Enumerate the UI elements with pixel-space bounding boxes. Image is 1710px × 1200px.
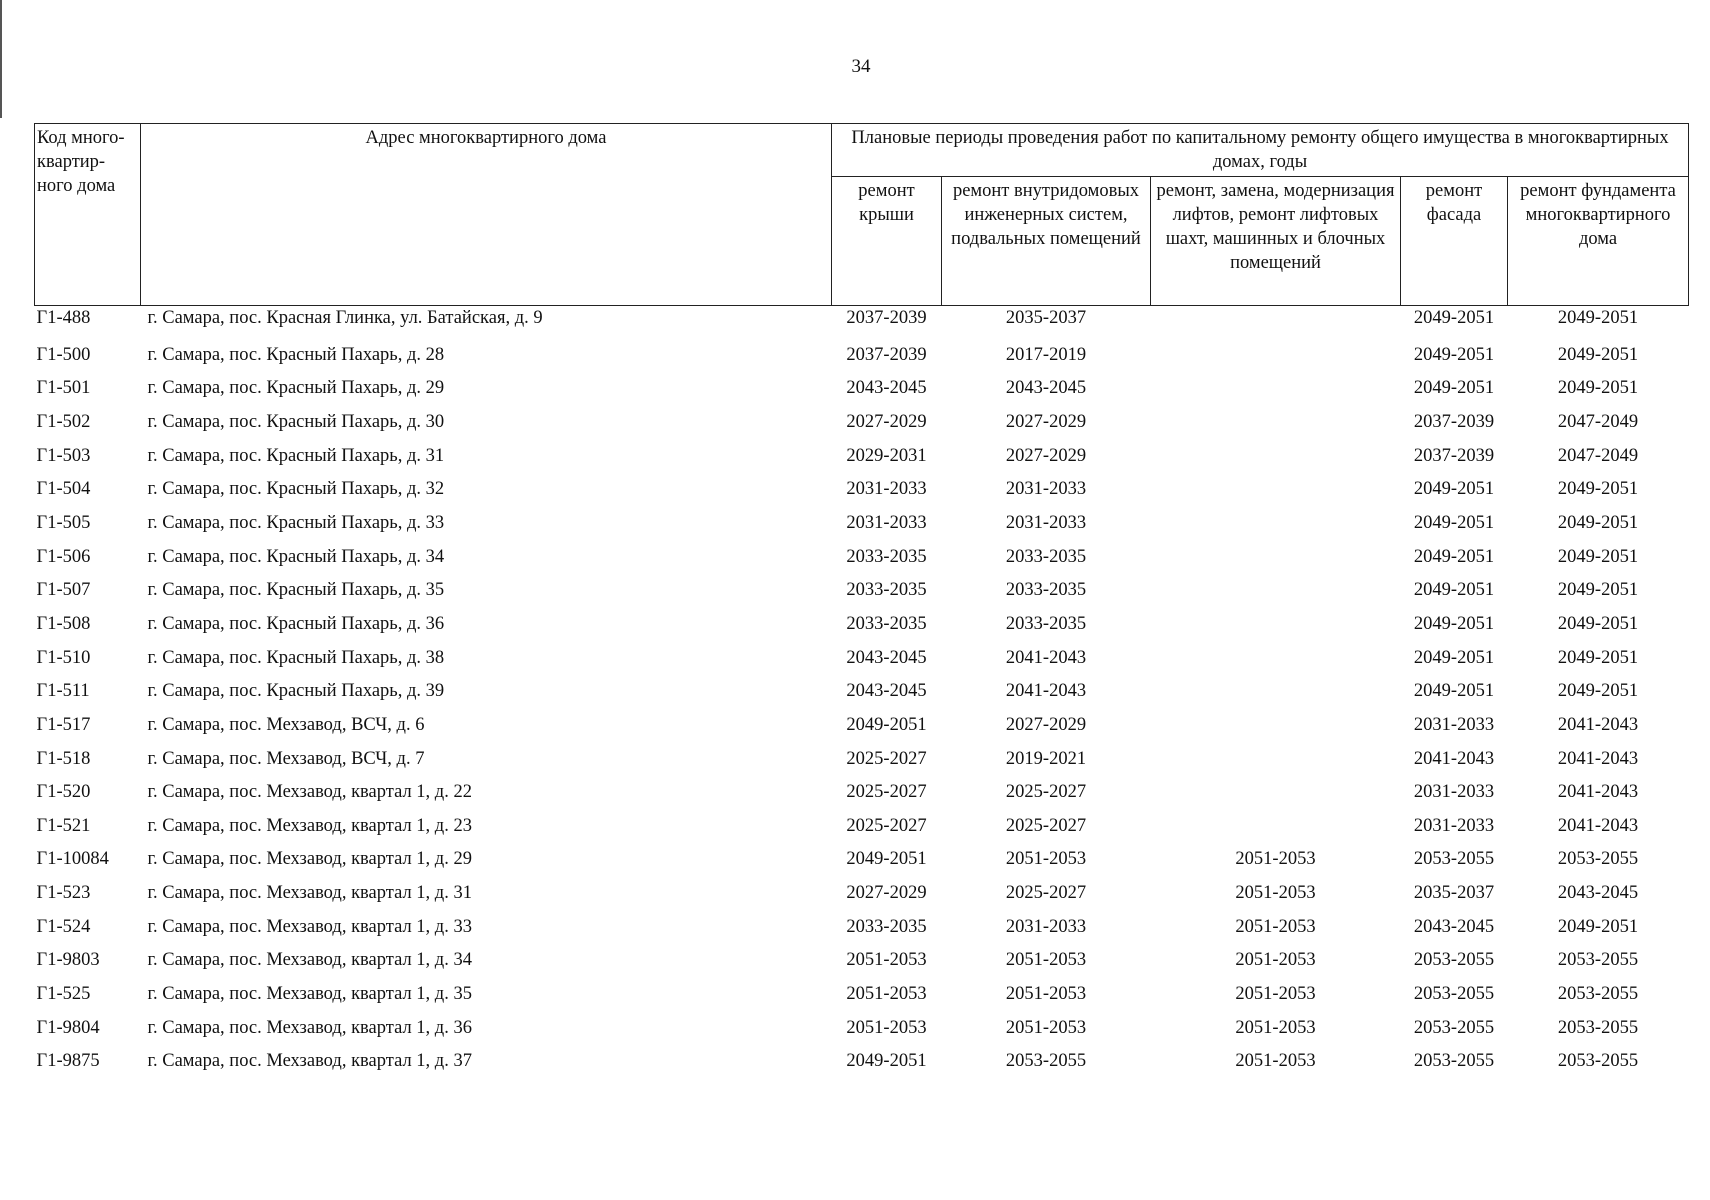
cell-lifts — [1151, 473, 1401, 507]
cell-lifts — [1151, 607, 1401, 641]
cell-lifts: 2051-2053 — [1235, 1051, 1316, 1072]
table-row — [35, 306, 1689, 339]
cell-systems: 2017-2019 — [1005, 344, 1087, 365]
table-row — [35, 641, 1689, 675]
cell-foundation: 2049-2051 — [1557, 613, 1639, 634]
cell-systems: 2019-2021 — [1005, 748, 1087, 769]
cell-code: Г1-520 — [36, 782, 91, 803]
cell-foundation: 2049-2051 — [1557, 647, 1639, 668]
cell-code: Г1-517 — [36, 714, 91, 735]
cell-code: Г1-504 — [36, 479, 91, 500]
cell-address: г. Самара, пос. Мехзавод, квартал 1, д. 34 — [147, 950, 472, 971]
cell-lifts — [1151, 540, 1401, 574]
cell-foundation: 2049-2051 — [1557, 479, 1639, 500]
cell-facade: 2049-2051 — [1413, 647, 1495, 668]
table-row — [35, 775, 1689, 809]
cell-code: Г1-9875 — [36, 1051, 100, 1072]
cell-code: Г1-488 — [36, 308, 91, 328]
cell-systems: 2025-2027 — [1005, 883, 1087, 904]
cell-address: г. Самара, пос. Красный Пахарь, д. 29 — [147, 378, 445, 399]
table-row — [35, 338, 1689, 372]
cell-facade: 2049-2051 — [1413, 479, 1495, 500]
cell-foundation: 2049-2051 — [1557, 513, 1639, 534]
table-row — [35, 540, 1689, 574]
cell-lifts — [1151, 439, 1401, 473]
cell-address: г. Самара, пос. Мехзавод, квартал 1, д. 35 — [147, 983, 472, 1004]
cell-address: г. Самара, пос. Красный Пахарь, д. 33 — [147, 513, 445, 534]
cell-lifts — [1151, 641, 1401, 675]
cell-roof: 2031-2033 — [846, 479, 927, 500]
cell-code: Г1-523 — [36, 883, 91, 904]
cell-code: Г1-518 — [36, 748, 91, 769]
cell-code: Г1-506 — [36, 546, 91, 567]
repair-schedule-table — [34, 123, 1689, 1078]
cell-facade: 2049-2051 — [1413, 681, 1495, 702]
table-row — [35, 506, 1689, 540]
cell-code: Г1-505 — [36, 513, 91, 534]
header-code: Код много-квартир-ного дома — [35, 124, 141, 306]
cell-address: г. Самара, пос. Мехзавод, квартал 1, д. 36 — [147, 1017, 472, 1038]
cell-address: г. Самара, пос. Мехзавод, ВСЧ, д. 6 — [147, 714, 425, 735]
table-row — [35, 439, 1689, 473]
cell-code: Г1-521 — [36, 815, 91, 836]
cell-code: Г1-503 — [36, 445, 91, 466]
header-address: Адрес многоквартирного дома — [141, 124, 832, 306]
cell-systems: 2043-2045 — [1005, 378, 1087, 399]
cell-systems: 2033-2035 — [1005, 580, 1087, 601]
cell-facade: 2031-2033 — [1413, 782, 1495, 803]
cell-address: г. Самара, пос. Мехзавод, ВСЧ, д. 7 — [147, 748, 425, 769]
cell-address: г. Самара, пос. Красный Пахарь, д. 32 — [147, 479, 445, 500]
table-row — [35, 674, 1689, 708]
cell-facade: 2053-2055 — [1413, 1051, 1495, 1072]
cell-address: г. Самара, пос. Мехзавод, квартал 1, д. 31 — [147, 883, 472, 904]
table-row — [35, 809, 1689, 843]
cell-facade: 2049-2051 — [1413, 613, 1495, 634]
cell-roof: 2025-2027 — [846, 782, 927, 803]
cell-address: г. Самара, пос. Красный Пахарь, д. 39 — [147, 681, 445, 702]
header-periods: Плановые периоды проведения работ по капитальному ремонту общего имущества в многоквартирных домах, годы — [832, 124, 1689, 177]
table-row — [35, 607, 1689, 641]
cell-foundation: 2047-2049 — [1557, 412, 1639, 433]
cell-code: Г1-10084 — [36, 849, 109, 870]
cell-systems: 2051-2053 — [1005, 1017, 1087, 1038]
cell-foundation: 2049-2051 — [1557, 681, 1639, 702]
cell-lifts — [1151, 506, 1401, 540]
cell-roof: 2031-2033 — [846, 513, 927, 534]
table-row — [35, 573, 1689, 607]
cell-foundation: 2041-2043 — [1557, 815, 1639, 836]
cell-foundation: 2041-2043 — [1557, 714, 1639, 735]
cell-lifts — [1151, 306, 1401, 339]
cell-facade: 2035-2037 — [1413, 883, 1495, 904]
cell-roof: 2043-2045 — [846, 647, 927, 668]
cell-lifts — [1151, 775, 1401, 809]
cell-roof: 2049-2051 — [846, 1051, 927, 1072]
cell-systems: 2027-2029 — [1005, 412, 1087, 433]
cell-code: Г1-507 — [36, 580, 91, 601]
cell-systems: 2053-2055 — [1005, 1051, 1087, 1072]
header-foundation: ремонт фундамента многоквартирного дома — [1508, 177, 1689, 306]
cell-address: г. Самара, пос. Красный Пахарь, д. 35 — [147, 580, 445, 601]
cell-code: Г1-525 — [36, 983, 91, 1004]
cell-systems: 2033-2035 — [1005, 546, 1087, 567]
cell-lifts — [1151, 338, 1401, 372]
cell-foundation: 2049-2051 — [1557, 546, 1639, 567]
cell-address: г. Самара, пос. Мехзавод, квартал 1, д. 23 — [147, 815, 472, 836]
cell-lifts — [1151, 742, 1401, 776]
cell-systems: 2025-2027 — [1005, 782, 1087, 803]
cell-facade: 2053-2055 — [1413, 849, 1495, 870]
cell-systems: 2035-2037 — [1005, 308, 1087, 328]
cell-systems: 2051-2053 — [1005, 849, 1087, 870]
cell-facade: 2049-2051 — [1413, 378, 1495, 399]
cell-facade: 2053-2055 — [1413, 983, 1495, 1004]
cell-code: Г1-9804 — [36, 1017, 100, 1038]
table-row — [35, 977, 1689, 1011]
cell-systems: 2031-2033 — [1005, 479, 1087, 500]
cell-roof: 2033-2035 — [846, 916, 927, 937]
cell-address: г. Самара, пос. Красный Пахарь, д. 28 — [147, 344, 445, 365]
table-row — [35, 372, 1689, 406]
table-header — [35, 124, 1689, 306]
cell-foundation: 2053-2055 — [1557, 983, 1639, 1004]
cell-roof: 2049-2051 — [846, 849, 927, 870]
table-row — [35, 1011, 1689, 1045]
cell-address: г. Самара, пос. Красный Пахарь, д. 31 — [147, 445, 445, 466]
cell-address: г. Самара, пос. Мехзавод, квартал 1, д. 29 — [147, 849, 472, 870]
cell-systems: 2031-2033 — [1005, 916, 1087, 937]
cell-facade: 2037-2039 — [1413, 445, 1495, 466]
cell-systems: 2027-2029 — [1005, 445, 1087, 466]
table-row — [35, 843, 1689, 877]
cell-address: г. Самара, пос. Красный Пахарь, д. 34 — [147, 546, 445, 567]
cell-address: г. Самара, пос. Мехзавод, квартал 1, д. 37 — [147, 1051, 472, 1072]
cell-roof: 2043-2045 — [846, 681, 927, 702]
cell-systems: 2031-2033 — [1005, 513, 1087, 534]
cell-facade: 2031-2033 — [1413, 714, 1495, 735]
table-row — [35, 876, 1689, 910]
cell-systems: 2033-2035 — [1005, 613, 1087, 634]
cell-code: Г1-511 — [36, 681, 90, 702]
cell-facade: 2031-2033 — [1413, 815, 1495, 836]
cell-roof: 2033-2035 — [846, 546, 927, 567]
repair-schedule-table-wrapper — [34, 123, 1689, 1078]
table-row — [35, 473, 1689, 507]
cell-systems: 2025-2027 — [1005, 815, 1087, 836]
cell-roof: 2051-2053 — [846, 950, 927, 971]
cell-code: Г1-508 — [36, 613, 91, 634]
cell-facade: 2049-2051 — [1413, 513, 1495, 534]
cell-lifts: 2051-2053 — [1235, 950, 1316, 971]
cell-address: г. Самара, пос. Красный Пахарь, д. 36 — [147, 613, 445, 634]
cell-code: Г1-524 — [36, 916, 91, 937]
cell-lifts — [1151, 809, 1401, 843]
cell-roof: 2037-2039 — [846, 344, 927, 365]
cell-lifts: 2051-2053 — [1235, 983, 1316, 1004]
cell-systems: 2041-2043 — [1005, 681, 1087, 702]
header-lifts: ремонт, замена, модернизация лифтов, ремонт лифтовых шахт, машинных и блочных помещений — [1151, 177, 1401, 306]
cell-foundation: 2053-2055 — [1557, 849, 1639, 870]
cell-foundation: 2047-2049 — [1557, 445, 1639, 466]
cell-address: г. Самара, пос. Мехзавод, квартал 1, д. 22 — [147, 782, 472, 803]
cell-roof: 2051-2053 — [846, 983, 927, 1004]
cell-facade: 2041-2043 — [1413, 748, 1495, 769]
cell-lifts: 2051-2053 — [1235, 1017, 1316, 1038]
cell-roof: 2027-2029 — [846, 412, 927, 433]
table-row — [35, 944, 1689, 978]
cell-systems: 2051-2053 — [1005, 950, 1087, 971]
cell-foundation: 2049-2051 — [1557, 916, 1639, 937]
cell-lifts — [1151, 372, 1401, 406]
cell-lifts: 2051-2053 — [1235, 883, 1316, 904]
cell-foundation: 2049-2051 — [1557, 344, 1639, 365]
cell-roof: 2049-2051 — [846, 714, 927, 735]
cell-address: г. Самара, пос. Красная Глинка, ул. Батайская, д. 9 — [147, 308, 543, 328]
cell-foundation: 2049-2051 — [1557, 308, 1639, 328]
header-facade: ремонт фасада — [1401, 177, 1508, 306]
table-row — [35, 708, 1689, 742]
cell-systems: 2051-2053 — [1005, 983, 1087, 1004]
table-body — [35, 306, 1689, 1079]
cell-systems: 2027-2029 — [1005, 714, 1087, 735]
cell-foundation: 2043-2045 — [1557, 883, 1639, 904]
cell-lifts — [1151, 405, 1401, 439]
cell-facade: 2049-2051 — [1413, 344, 1495, 365]
header-systems: ремонт внутридомовых инженерных систем, подвальных помещений — [942, 177, 1151, 306]
cell-facade: 2037-2039 — [1413, 412, 1495, 433]
cell-systems: 2041-2043 — [1005, 647, 1087, 668]
cell-foundation: 2053-2055 — [1557, 1017, 1639, 1038]
cell-lifts: 2051-2053 — [1235, 849, 1316, 870]
cell-facade: 2043-2045 — [1413, 916, 1495, 937]
cell-roof: 2025-2027 — [846, 748, 927, 769]
cell-code: Г1-510 — [36, 647, 91, 668]
table-row — [35, 1044, 1689, 1078]
cell-roof: 2033-2035 — [846, 580, 927, 601]
cell-foundation: 2041-2043 — [1557, 748, 1639, 769]
cell-code: Г1-501 — [36, 378, 91, 399]
cell-facade: 2049-2051 — [1413, 308, 1495, 328]
cell-foundation: 2053-2055 — [1557, 950, 1639, 971]
cell-roof: 2043-2045 — [846, 378, 927, 399]
table-row — [35, 742, 1689, 776]
cell-roof: 2033-2035 — [846, 613, 927, 634]
table-row — [35, 405, 1689, 439]
cell-lifts — [1151, 708, 1401, 742]
cell-code: Г1-500 — [36, 344, 91, 365]
cell-foundation: 2041-2043 — [1557, 782, 1639, 803]
cell-code: Г1-502 — [36, 412, 91, 433]
header-roof: ремонт крыши — [832, 177, 942, 306]
cell-address: г. Самара, пос. Красный Пахарь, д. 38 — [147, 647, 445, 668]
cell-roof: 2037-2039 — [846, 308, 927, 328]
cell-lifts: 2051-2053 — [1235, 916, 1316, 937]
page-number: 34 — [851, 56, 871, 77]
cell-facade: 2049-2051 — [1413, 546, 1495, 567]
cell-foundation: 2049-2051 — [1557, 580, 1639, 601]
cell-foundation: 2049-2051 — [1557, 378, 1639, 399]
cell-address: г. Самара, пос. Красный Пахарь, д. 30 — [147, 412, 445, 433]
cell-roof: 2051-2053 — [846, 1017, 927, 1038]
cell-facade: 2049-2051 — [1413, 580, 1495, 601]
cell-facade: 2053-2055 — [1413, 1017, 1495, 1038]
cell-address: г. Самара, пос. Мехзавод, квартал 1, д. 33 — [147, 916, 472, 937]
cell-lifts — [1151, 674, 1401, 708]
cell-lifts — [1151, 573, 1401, 607]
cell-foundation: 2053-2055 — [1557, 1051, 1639, 1072]
cell-roof: 2027-2029 — [846, 883, 927, 904]
cell-facade: 2053-2055 — [1413, 950, 1495, 971]
cell-code: Г1-9803 — [36, 950, 100, 971]
table-row — [35, 910, 1689, 944]
cell-roof: 2025-2027 — [846, 815, 927, 836]
cell-roof: 2029-2031 — [846, 445, 927, 466]
